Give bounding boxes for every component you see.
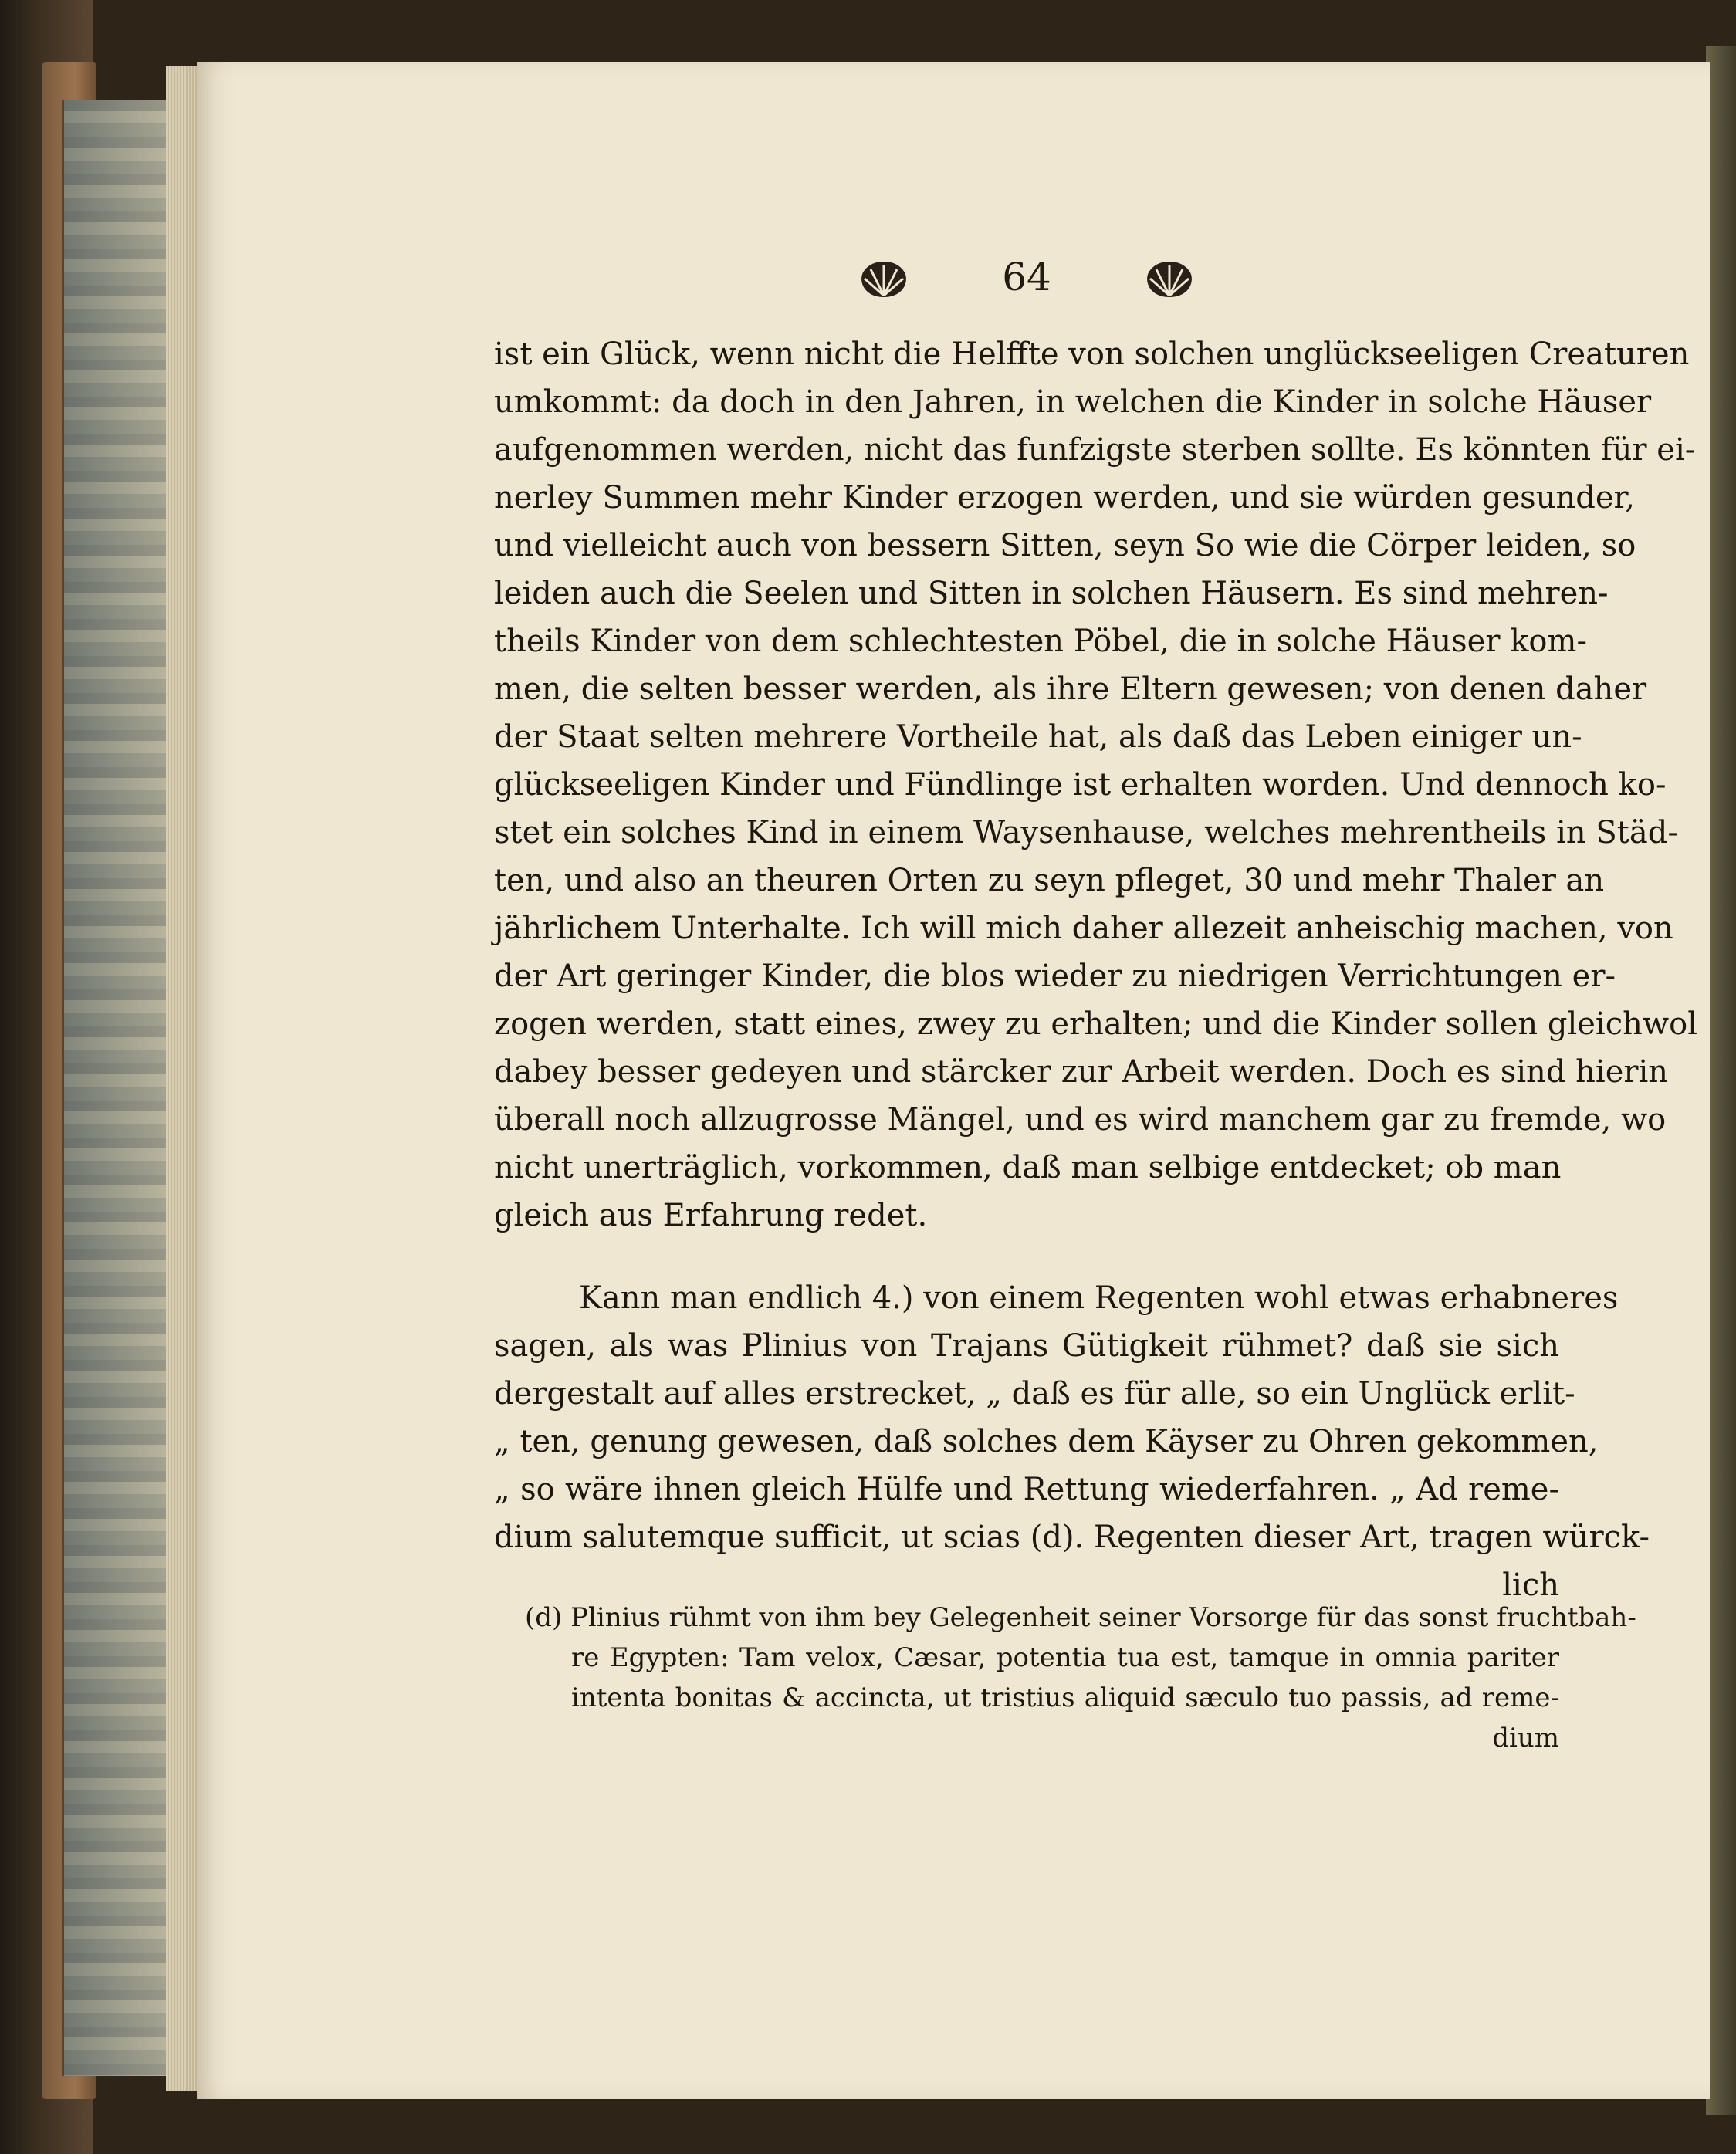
text-line: nicht unerträglich, vorkommen, daß man selbige entdecket; ob man bbox=[494, 1150, 1562, 1185]
fleuron-ornament-right bbox=[1142, 259, 1196, 301]
footnote-line: re Egypten: Tam velox, Cæsar, potentia tua est, tamque in omnia pariter bbox=[571, 1642, 1559, 1673]
text-line: men, die selten besser werden, als ihre Eltern gewesen; von denen daher bbox=[494, 671, 1647, 707]
text-line: stet ein solches Kind in einem Waysenhause, welches mehrentheils in Städ- bbox=[494, 815, 1678, 850]
text-line: jährlichem Unterhalte. Ich will mich daher allezeit anheischig machen, von bbox=[494, 911, 1673, 946]
marbled-endpaper bbox=[62, 100, 172, 2076]
text-line: glückseeligen Kinder und Fündlinge ist erhalten worden. Und dennoch ko- bbox=[494, 767, 1667, 803]
page-number: 64 bbox=[1002, 255, 1051, 299]
text-line: dabey besser gedeyen und stärcker zur Arbeit werden. Doch es sind hierin bbox=[494, 1054, 1669, 1090]
text-line: ist ein Glück, wenn nicht die Helffte von solchen unglückseeligen Creaturen bbox=[494, 336, 1690, 372]
text-line: aufgenommen werden, nicht das funfzigste sterben sollte. Es könnten für ei- bbox=[494, 432, 1696, 468]
page-stack-edge bbox=[166, 66, 201, 2091]
text-line: dium salutemque sufficit, ut scias (d). Regenten dieser Art, tragen würck- bbox=[494, 1520, 1650, 1555]
footnote-line: (d) Plinius rühmt von ihm bey Gelegenheit seiner Vorsorge für das sonst fruchtbah- bbox=[525, 1602, 1636, 1633]
text-line: theils Kinder von dem schlechtesten Pöbel, die in solche Häuser kom- bbox=[494, 624, 1587, 659]
text-line: zogen werden, statt eines, zwey zu erhalten; und die Kinder sollen gleichwol bbox=[494, 1006, 1697, 1042]
paragraph-gap bbox=[494, 1239, 1559, 1274]
footnote-line: intenta bonitas & accincta, ut tristius aliquid sæculo tuo passis, ad reme- bbox=[571, 1682, 1559, 1713]
body-text bbox=[494, 330, 1697, 1609]
text-line: ten, und also an theuren Orten zu seyn pfleget, 30 und mehr Thaler an bbox=[494, 863, 1605, 898]
text-line: umkommt: da doch in den Jahren, in welchen die Kinder in solche Häuser bbox=[494, 384, 1652, 420]
text-line: und vielleicht auch von bessern Sitten, seyn So wie die Cörper leiden, so bbox=[494, 528, 1636, 563]
text-line: gleich aus Erfahrung redet. bbox=[494, 1198, 928, 1233]
text-line: sagen, als was Plinius von Trajans Gütigkeit rühmet? daß sie sich bbox=[494, 1328, 1559, 1364]
text-line: überall noch allzugrosse Mängel, und es wird manchem gar zu fremde, wo bbox=[494, 1102, 1667, 1138]
footnote bbox=[525, 1598, 1636, 1758]
footnote-catchword: dium bbox=[1492, 1723, 1559, 1753]
fleuron-ornament-left bbox=[857, 259, 911, 301]
text-line: „ ten, genung gewesen, daß solches dem Käyser zu Ohren gekommen, bbox=[494, 1424, 1599, 1459]
text-line: „ so wäre ihnen gleich Hülfe und Rettung wiederfahren. „ Ad reme- bbox=[494, 1472, 1559, 1507]
text-line: dergestalt auf alles erstrecket, „ daß es für alle, so ein Unglück erlit- bbox=[494, 1376, 1575, 1412]
page-header bbox=[849, 255, 1204, 309]
catchword: lich bbox=[1502, 1567, 1559, 1603]
text-line: nerley Summen mehr Kinder erzogen werden, und sie würden gesunder, bbox=[494, 480, 1635, 516]
text-line: der Art geringer Kinder, die blos wieder zu niedrigen Verrichtungen er- bbox=[494, 959, 1616, 994]
text-line: Kann man endlich 4.) von einem Regenten wohl etwas erhabneres bbox=[579, 1280, 1619, 1316]
text-line: der Staat selten mehrere Vortheile hat, als daß das Leben einiger un- bbox=[494, 719, 1582, 755]
text-line: leiden auch die Seelen und Sitten in solchen Häusern. Es sind mehren- bbox=[494, 576, 1609, 611]
right-cover-edge bbox=[1706, 46, 1736, 2115]
